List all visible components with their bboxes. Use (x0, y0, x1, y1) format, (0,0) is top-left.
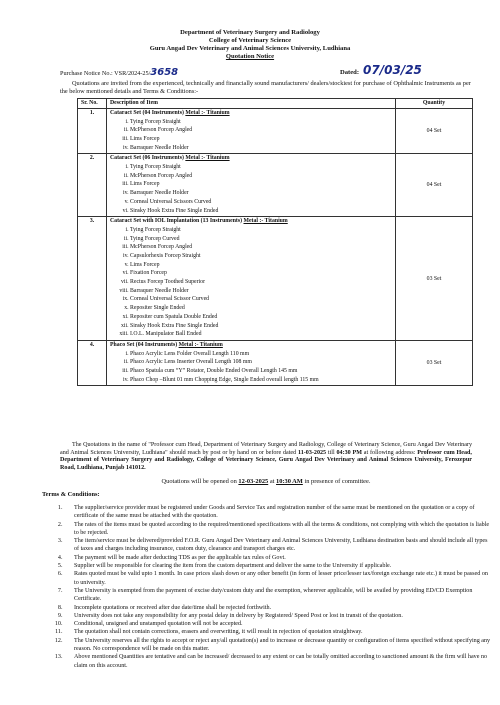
table-row (78, 109, 473, 154)
term-item: 7. The University is exempted from the payment of excise duty/custom duty and the exemption, wherever applicable, will be availed by providing ED/CD Exemption Certificate. (64, 587, 494, 604)
set-title (110, 110, 392, 118)
notice-title: Quotation Notice (225, 53, 275, 60)
submission-paragraph (60, 442, 472, 472)
dated-handwritten: 07/03/25 (363, 63, 422, 77)
opening-time: 10:30 AM (276, 478, 303, 485)
instrument-item: ii. Tying Forcep Curved (130, 235, 392, 244)
term-item: 2. The rates of the items must be quoted according to the required/mentioned specifications with all the terms & conditions, not complying with which the quotation is liable to be rejected. (64, 521, 494, 538)
term-item: 13. Above mentioned Quantities are tentative and can be increased/ decreased to any extent or can be totally omitted according to sanctioned amount & the firm will have no claim on this account. (64, 653, 494, 670)
instrument-item: i. Phaco Acrylic Lens Folder Overall Length 110 mm (130, 350, 392, 359)
row-description (107, 217, 396, 341)
term-item: 5. Supplier will be responsible for clearing the item from the custom department and deliver the same to the University if applicable. (64, 562, 494, 570)
opening-date: 12-03-2025 (238, 478, 269, 485)
set-metal: Metal :- Titanium (185, 110, 230, 116)
purchase-notice-number (60, 67, 178, 78)
instrument-item: iv. Barraquer Needle Holder (130, 144, 392, 153)
instrument-item: xi. Repositer cum Spatula Double Ended (130, 313, 392, 322)
opening-paragraph (60, 478, 472, 486)
set-name: Cataract Set with IOL Implantation (13 Instruments) (110, 218, 244, 225)
set-metal: Metal :- Titanium (243, 218, 288, 225)
header-sr-no: Sr. No. (78, 99, 107, 109)
term-item: 8. Incomplete quotations or received after due date/time shall be rejected forthwith. (64, 604, 494, 612)
college-heading: College of Veterinary Science (208, 37, 292, 44)
purchase-notice-handwritten: 3658 (150, 67, 179, 78)
row-quantity: 03 Set (396, 340, 473, 385)
instrument-item: x. Repositer Single Ended (130, 304, 392, 313)
dated-label: Dated: (340, 69, 360, 76)
intro-paragraph: Quotations are invited from the experienced, technically and financially sound manufacturers/ dealers/stockiest for purchase of Ophthalmic Instruments as per the below mentioned details and Terms & Conditions:- (60, 80, 471, 95)
term-item: 1. The supplier/service provider must be registered under Goods and Service Tax and registration number of the same must be mentioned on the quotation or a copy of certificate of the same must be attached with the quotation. (64, 504, 494, 521)
row-sr-no: 1. (78, 109, 107, 154)
set-name: Cataract Set (04 Instruments) (110, 110, 186, 116)
table-header-row (78, 99, 473, 109)
dated (340, 63, 422, 77)
instrument-item: vi. Sinsky Hook Extra Fine Single Ended (130, 207, 392, 216)
university-heading: Guru Angad Dev Veterinary and Animal Sciences University, Ludhiana (149, 45, 351, 52)
instrument-item: vii. Rectus Forcep Toothed Superior (130, 278, 392, 287)
submission-address: Professor cum Head, Department of Veterinary Surgery and Radiology, College of Veterinary Science, Guru Angad Dev Veterinary and Animal Sciences University, Ferozepur Road, Ludhiana, Punjab 141012. (60, 449, 472, 471)
submission-text-address: at following address: (361, 449, 418, 456)
instrument-item: v. Lims Forcep (130, 261, 392, 270)
table-row (78, 217, 473, 341)
instrument-item: iii. Lims Forcep (130, 135, 392, 144)
instrument-item: iii. McPherson Forcep Angled (130, 243, 392, 252)
instrument-item: ii. Phaco Acrylic Lens Inserter Overall Length 108 mm (130, 358, 392, 367)
terms-list (42, 504, 494, 670)
header-description: Description of Item (107, 99, 396, 109)
opening-text-end: in presence of committee. (302, 478, 371, 485)
table-row (78, 340, 473, 385)
instrument-item: ix. Corneal Universal Scissor Curved (130, 295, 392, 304)
instrument-list (110, 226, 392, 339)
opening-text-at: at (268, 478, 277, 485)
instrument-item: iii. Lims Forcep (130, 180, 392, 189)
set-title (110, 342, 392, 350)
department-heading: Department of Veterinary Surgery and Radiology (180, 29, 320, 36)
row-description (107, 340, 396, 385)
row-quantity: 03 Set (396, 217, 473, 341)
row-description (107, 109, 396, 154)
set-metal: Metal :- Titanium (178, 341, 223, 348)
submission-time: 04:30 PM (336, 449, 362, 456)
instrument-item: xiii. I.O.L. Manipulator Ball Ended (130, 330, 392, 339)
instrument-item: i. Tying Forcep Straight (130, 226, 392, 235)
instrument-item: iv. Barraquer Needle Holder (130, 189, 392, 198)
row-sr-no: 3. (78, 217, 107, 341)
items-table (77, 98, 473, 386)
set-name: Cataract Set (06 Instruments) (110, 155, 186, 162)
instrument-list (110, 163, 392, 215)
term-item: 10. Conditional, unsigned and unstamped quotation will not be accepted. (64, 620, 494, 628)
instrument-item: i. Tying Forcep Straight (130, 163, 392, 172)
instrument-item: viii. Barraquer Needle Holder (130, 287, 392, 296)
submission-text-till: till (326, 449, 337, 456)
term-item: 11. The quotation shall not contain corrections, erasers and overwriting, it will result in rejection of quotation straightway. (64, 628, 494, 636)
term-item: 12. The University reserves all the rights to accept or reject any/all quotation(s) and to increase or decrease quantity or configuration of items specified without specifying any reason. No correspondence will be made on this matter. (64, 637, 494, 654)
term-item: 6. Rates quoted must be valid upto 1 month. In case prices slash down or any other benefit (in form of lesser price/lesser tax/foreign exchange rate etc.) it must be passed on to university. (64, 570, 494, 587)
term-item: 3. The item/service must be delivered/provided F.O.R. Guru Angad Dev Veterinary and Animal Sciences University, Ludhiana destination basis and should include all types of taxes and charges including insurance, custom duty, clearance and transport charges etc. (64, 537, 494, 554)
instrument-item: vi. Fixation Forcep (130, 269, 392, 278)
instrument-item: v. Corneal Universal Scissors Curved (130, 198, 392, 207)
instrument-item: iii. Phaco Spatula cum “Y” Rotator, Double Ended Overall Length 145 mm (130, 367, 392, 376)
purchase-notice-label: Purchase Notice No.: VSR/2024-25/ (60, 70, 151, 77)
instrument-list (110, 118, 392, 153)
term-item: 9. University does not take any responsibility for any postal delay in delivery by Registered/ Speed Post or lost in transit of the quotation. (64, 612, 494, 620)
submission-date: 11-03-2025 (297, 449, 327, 456)
instrument-item: xii. Sinsky Hook Extra Fine Single Ended (130, 322, 392, 331)
opening-text: Quotations will be opened on (161, 478, 239, 485)
row-description (107, 154, 396, 217)
row-quantity: 04 Set (396, 154, 473, 217)
table-row (78, 154, 473, 217)
instrument-item: iv. Phaco Chop –Blunt 01 mm Chopping Edge, Single Ended overall length 115 mm (130, 376, 392, 385)
instrument-list (110, 350, 392, 385)
instrument-item: iv. Capsulorhexis Forcep Straight (130, 252, 392, 261)
set-name: Phaco Set (04 Instruments) (110, 341, 179, 348)
row-sr-no: 4. (78, 340, 107, 385)
instrument-item: ii. McPherson Forcep Angled (130, 126, 392, 135)
set-metal: Metal :- Titanium (185, 155, 230, 162)
row-sr-no: 2. (78, 154, 107, 217)
set-title (110, 155, 392, 163)
instrument-item: i. Tying Forcep Straight (130, 118, 392, 127)
items-table-body (78, 109, 473, 386)
header-quantity: Quantity (396, 99, 473, 109)
submission-text: The Quotations in the name of "Professor cum Head, Department of Veterinary Surgery and Radiology, College of Veterinary Science, Guru Angad Dev Veterinary and Animal Sciences University, Ludhiana" should reach by post or by hand on or before dated (60, 442, 472, 456)
instrument-item: ii. McPherson Forcep Angled (130, 172, 392, 181)
row-quantity: 04 Set (396, 109, 473, 154)
term-item: 4. The payment will be made after deducting TDS as per the applicable tax rules of Govt. (64, 554, 494, 562)
set-title (110, 218, 392, 226)
terms-heading: Terms & Conditions: (42, 491, 100, 498)
